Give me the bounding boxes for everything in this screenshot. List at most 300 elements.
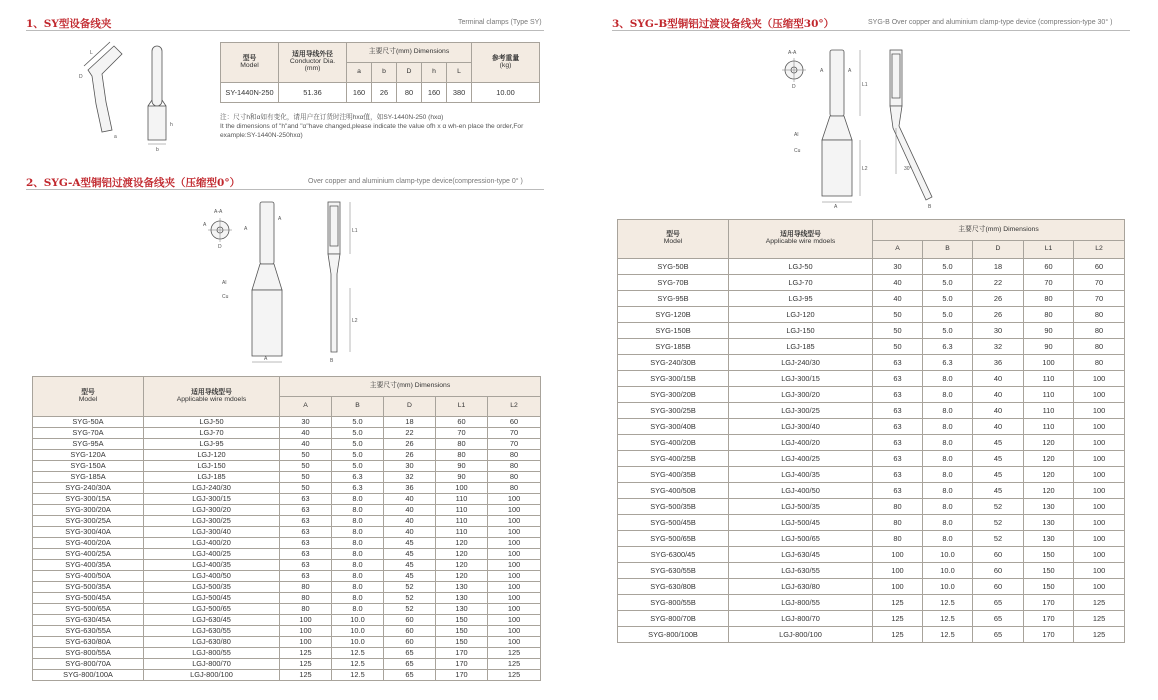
syg-a-cell: 120 (436, 538, 488, 549)
syg-a-dim-header: D (384, 397, 436, 417)
syg-a-dim-header: L2 (488, 397, 541, 417)
syg-b-cell: 50 (873, 307, 923, 323)
syg-a-cell: 5.0 (332, 439, 384, 450)
syg-a-cell: SYG-300/20A (33, 505, 144, 516)
syg-b-cell: LGJ-185 (729, 339, 873, 355)
syg-a-cell: LGJ-300/20 (144, 505, 280, 516)
fig2-label-b: B (330, 358, 334, 364)
syg-b-cell: LGJ-400/50 (729, 483, 873, 499)
syg-a-cell: 80 (280, 593, 332, 604)
syg-b-cell: 12.5 (923, 611, 973, 627)
syg-a-cell: LGJ-300/25 (144, 516, 280, 527)
fig1-label-h: h (170, 122, 173, 128)
syg-a-cell: SYG-240/30A (33, 483, 144, 494)
syg-a-table-row (33, 604, 541, 615)
syg-a-cell: 100 (488, 527, 541, 538)
syg-b-cell: 100 (1074, 403, 1125, 419)
syg-b-cell: SYG-95B (618, 291, 729, 307)
syg-b-cell: 8.0 (923, 531, 973, 547)
syg-b-cell: 12.5 (923, 627, 973, 643)
syg-b-cell: SYG-800/55B (618, 595, 729, 611)
syg-b-cell: 80 (1074, 323, 1125, 339)
syg-b-cell: 100 (1074, 371, 1125, 387)
syg-a-table-row (33, 670, 541, 681)
syg-a-cell: SYG-185A (33, 472, 144, 483)
syg-a-cell: 50 (280, 472, 332, 483)
syg-a-cell: 50 (280, 483, 332, 494)
syg-b-cell: SYG-300/40B (618, 419, 729, 435)
fig2-label-a-front: A (244, 226, 248, 232)
syg-a-cell: 52 (384, 593, 436, 604)
fig3-label-a-bottom: A (834, 204, 838, 210)
syg-a-cell: 6.3 (332, 483, 384, 494)
syg-b-cell: SYG-500/65B (618, 531, 729, 547)
syg-a-cell: LGJ-630/55 (144, 626, 280, 637)
syg-a-cell: 125 (280, 670, 332, 681)
syg-a-cell: SYG-300/15A (33, 494, 144, 505)
syg-b-cell: 8.0 (923, 467, 973, 483)
syg-b-cell: 63 (873, 403, 923, 419)
syg-a-cell: 12.5 (332, 659, 384, 670)
syg-b-table-row (618, 291, 1125, 307)
syg-b-table-row (618, 563, 1125, 579)
syg-b-table-row (618, 531, 1125, 547)
syg-b-table-row (618, 515, 1125, 531)
syg-b-cell: LGJ-120 (729, 307, 873, 323)
fig3-label-l2: L2 (862, 166, 868, 172)
syg-a-cell: LGJ-300/40 (144, 527, 280, 538)
syg-a-cell: 63 (280, 538, 332, 549)
fig2-label-a-left: A (203, 222, 207, 228)
syg-b-cell: 80 (1024, 291, 1074, 307)
syg-a-cell: 18 (384, 417, 436, 428)
syg-b-cell: 170 (1024, 611, 1074, 627)
syg-b-cell: 80 (873, 531, 923, 547)
syg-a-cell: 5.0 (332, 428, 384, 439)
syg-b-cell: 100 (873, 579, 923, 595)
syg-a-table-row (33, 549, 541, 560)
syg-a-cell: 60 (384, 637, 436, 648)
syg-b-cell: 8.0 (923, 499, 973, 515)
syg-b-table-row (618, 467, 1125, 483)
syg-b-cell: 100 (1074, 531, 1125, 547)
syg-b-cell: 8.0 (923, 371, 973, 387)
syg-b-cell: 100 (1074, 467, 1125, 483)
syg-a-cell: LGJ-800/70 (144, 659, 280, 670)
syg-a-cell: 100 (280, 626, 332, 637)
syg-a-cell: SYG-400/20A (33, 538, 144, 549)
syg-a-cell: LGJ-400/50 (144, 571, 280, 582)
syg-b-cell: 40 (873, 291, 923, 307)
syg-a-cell: 10.0 (332, 637, 384, 648)
syg-b-cell: 110 (1024, 419, 1074, 435)
syg-b-cell: LGJ-500/35 (729, 499, 873, 515)
syg-a-cell: 80 (280, 582, 332, 593)
syg-b-cell: 40 (973, 403, 1024, 419)
fig2-label-l1: L1 (352, 228, 358, 234)
syg-b-cell: LGJ-800/55 (729, 595, 873, 611)
syg-a-cell: 65 (384, 659, 436, 670)
fig2-label-l2: L2 (352, 318, 358, 324)
syg-b-cell: 8.0 (923, 419, 973, 435)
syg-a-cell: LGJ-95 (144, 439, 280, 450)
sy-dim-header: a (347, 63, 372, 83)
syg-b-cell: SYG-500/35B (618, 499, 729, 515)
syg-b-cell: SYG-400/20B (618, 435, 729, 451)
syg-a-cell: LGJ-800/55 (144, 648, 280, 659)
syg-a-cell: 26 (384, 450, 436, 461)
fig3-label-aa: A-A (788, 50, 797, 56)
syg-a-spec-table (32, 376, 541, 681)
syg-a-cell: 8.0 (332, 593, 384, 604)
sy-cell: 380 (447, 83, 472, 103)
syg-a-cell: 100 (488, 626, 541, 637)
syg-a-table-row (33, 538, 541, 549)
syg-a-header-wire: 适用导线型号 Applicable wire mdoels (144, 377, 280, 417)
syg-a-cell: 8.0 (332, 571, 384, 582)
syg-a-cell: SYG-500/35A (33, 582, 144, 593)
syg-a-cell: LGJ-120 (144, 450, 280, 461)
syg-a-table-row (33, 516, 541, 527)
syg-b-table-row (618, 435, 1125, 451)
syg-a-cell: 100 (488, 582, 541, 593)
syg-b-cell: 100 (873, 547, 923, 563)
syg-a-cell: 125 (488, 648, 541, 659)
fig3-label-al: Al (794, 132, 799, 138)
syg-b-cell: 100 (1074, 419, 1125, 435)
syg-b-cell: 26 (973, 307, 1024, 323)
syg-b-cell: SYG-70B (618, 275, 729, 291)
syg-a-cell: 32 (384, 472, 436, 483)
syg-a-table-row (33, 505, 541, 516)
syg-b-cell: SYG-630/80B (618, 579, 729, 595)
fig3-label-b: B (928, 204, 932, 210)
syg-a-cell: SYG-800/70A (33, 659, 144, 670)
syg-a-table-row (33, 626, 541, 637)
syg-a-table-row (33, 615, 541, 626)
fig3-label-cu: Cu (794, 148, 801, 154)
syg-a-cell: 110 (436, 505, 488, 516)
syg-a-dim-header: L1 (436, 397, 488, 417)
syg-a-cell: 40 (384, 527, 436, 538)
syg-b-table-row (618, 419, 1125, 435)
syg-b-dim-header: L1 (1024, 241, 1074, 259)
syg-b-cell: LGJ-95 (729, 291, 873, 307)
section-2-title: 2、SYG-A型铜铝过渡设备线夹（压缩型0°） (26, 177, 241, 189)
syg-b-cell: 5.0 (923, 323, 973, 339)
section-2-rule (26, 189, 544, 190)
syg-b-cell: LGJ-630/45 (729, 547, 873, 563)
syg-a-cell: 150 (436, 626, 488, 637)
sy-dim-header: D (397, 63, 422, 83)
syg-a-table-row (33, 472, 541, 483)
syg-a-cell: 50 (280, 461, 332, 472)
syg-b-cell: 10.0 (923, 579, 973, 595)
section-1-subtitle: Terminal clamps (Type SY) (458, 19, 542, 26)
sy-header-conductor: 适用导线外径 Conductor Dia. (mm) (279, 43, 347, 83)
syg-b-cell: 8.0 (923, 515, 973, 531)
syg-a-table-row (33, 417, 541, 428)
syg-a-cell: 50 (280, 450, 332, 461)
syg-a-cell: SYG-630/80A (33, 637, 144, 648)
sy-cell: SY-1440N-250 (221, 83, 279, 103)
syg-b-cell: 45 (973, 451, 1024, 467)
syg-a-cell: 26 (384, 439, 436, 450)
syg-b-cell: 40 (873, 275, 923, 291)
syg-a-cell: 120 (436, 549, 488, 560)
syg-a-table-row (33, 428, 541, 439)
syg-a-cell: 8.0 (332, 527, 384, 538)
syg-b-cell: 120 (1024, 435, 1074, 451)
syg-a-cell: 30 (280, 417, 332, 428)
syg-b-cell: 8.0 (923, 387, 973, 403)
syg-a-cell: 80 (488, 472, 541, 483)
syg-b-table-row (618, 387, 1125, 403)
syg-b-cell: 5.0 (923, 307, 973, 323)
syg-b-cell: 170 (1024, 595, 1074, 611)
fig3-label-a-right: A (848, 68, 852, 74)
syg-a-cell: SYG-500/65A (33, 604, 144, 615)
syg-b-cell: 110 (1024, 371, 1074, 387)
syg-a-cell: 8.0 (332, 604, 384, 615)
sy-cell: 10.00 (472, 83, 540, 103)
fig2-label-aa: A-A (214, 209, 223, 215)
syg-a-cell: 100 (280, 615, 332, 626)
section-3-rule (612, 30, 1130, 31)
syg-b-cell: LGJ-630/80 (729, 579, 873, 595)
syg-b-cell: 100 (1074, 451, 1125, 467)
syg-b-cell: 12.5 (923, 595, 973, 611)
syg-b-table-row (618, 403, 1125, 419)
syg-a-cell: 40 (384, 494, 436, 505)
syg-b-cell: 5.0 (923, 259, 973, 275)
syg-b-cell: 130 (1024, 515, 1074, 531)
syg-a-cell: 130 (436, 582, 488, 593)
syg-b-cell: 170 (1024, 627, 1074, 643)
syg-a-cell: 100 (280, 637, 332, 648)
syg-b-cell: 120 (1024, 467, 1074, 483)
syg-b-table-row (618, 595, 1125, 611)
syg-a-cell: 100 (488, 505, 541, 516)
syg-a-cell: 63 (280, 527, 332, 538)
syg-a-table-row (33, 439, 541, 450)
syg-b-cell: 100 (1074, 515, 1125, 531)
syg-b-cell: 125 (1074, 595, 1125, 611)
syg-b-cell: LGJ-70 (729, 275, 873, 291)
syg-b-cell: 63 (873, 483, 923, 499)
syg-b-cell: LGJ-240/30 (729, 355, 873, 371)
syg-b-cell: 60 (973, 579, 1024, 595)
syg-b-cell: LGJ-150 (729, 323, 873, 339)
syg-a-cell: LGJ-500/45 (144, 593, 280, 604)
syg-b-cell: LGJ-300/20 (729, 387, 873, 403)
syg-b-table-row (618, 611, 1125, 627)
syg-a-dim-header: A (280, 397, 332, 417)
syg-b-cell: 100 (1024, 355, 1074, 371)
fig1-label-a: a (114, 134, 117, 140)
syg-b-cell: LGJ-300/15 (729, 371, 873, 387)
syg-a-cell: SYG-630/45A (33, 615, 144, 626)
syg-a-header-dimensions: 主要尺寸(mm) Dimensions (280, 377, 541, 397)
syg-a-cell: 125 (280, 659, 332, 670)
syg-a-cell: 63 (280, 516, 332, 527)
fig1-label-b: b (156, 147, 159, 152)
syg-b-cell: 70 (1074, 275, 1125, 291)
syg-b-cell: 65 (973, 595, 1024, 611)
sy-clamp-drawing (74, 40, 184, 152)
syg-a-cell: 100 (488, 615, 541, 626)
syg-a-cell: LGJ-240/30 (144, 483, 280, 494)
sy-cell: 51.36 (279, 83, 347, 103)
syg-b-cell: 40 (973, 419, 1024, 435)
section-1-title: 1、SY型设备线夹 (26, 18, 112, 30)
syg-a-cell: LGJ-300/15 (144, 494, 280, 505)
syg-a-header-model: 型号 Model (33, 377, 144, 417)
syg-a-cell: 6.3 (332, 472, 384, 483)
syg-a-cell: 8.0 (332, 516, 384, 527)
syg-a-cell: 22 (384, 428, 436, 439)
syg-a-cell: 120 (436, 560, 488, 571)
syg-b-cell: 52 (973, 499, 1024, 515)
syg-b-cell: LGJ-300/25 (729, 403, 873, 419)
syg-b-dim-header: B (923, 241, 973, 259)
syg-a-cell: 45 (384, 538, 436, 549)
syg-b-cell: LGJ-800/70 (729, 611, 873, 627)
syg-b-cell: LGJ-50 (729, 259, 873, 275)
syg-a-cell: 130 (436, 593, 488, 604)
syg-b-cell: 100 (1074, 579, 1125, 595)
fig2-label-al: Al (222, 280, 227, 286)
syg-b-cell: SYG-120B (618, 307, 729, 323)
syg-b-cell: SYG-500/45B (618, 515, 729, 531)
syg-a-table-row (33, 582, 541, 593)
syg-a-cell: 12.5 (332, 648, 384, 659)
syg-a-cell: 40 (384, 516, 436, 527)
syg-b-cell: SYG-630/55B (618, 563, 729, 579)
syg-b-cell: 80 (1074, 307, 1125, 323)
syg-a-cell: 52 (384, 582, 436, 593)
syg-a-cell: 63 (280, 494, 332, 505)
syg-b-cell: 6.3 (923, 355, 973, 371)
syg-b-cell: 36 (973, 355, 1024, 371)
syg-b-table-row (618, 339, 1125, 355)
syg-b-header-model: 型号 Model (618, 220, 729, 259)
syg-b-cell: 40 (973, 371, 1024, 387)
syg-b-cell: 8.0 (923, 435, 973, 451)
syg-a-cell: 60 (384, 626, 436, 637)
syg-a-cell: SYG-300/40A (33, 527, 144, 538)
syg-a-cell: 10.0 (332, 615, 384, 626)
syg-a-cell: 5.0 (332, 450, 384, 461)
syg-b-cell: SYG-300/20B (618, 387, 729, 403)
sy-dim-header: b (372, 63, 397, 83)
syg-a-cell: LGJ-800/100 (144, 670, 280, 681)
syg-a-cell: 8.0 (332, 538, 384, 549)
syg-b-cell: 80 (1074, 355, 1125, 371)
syg-b-cell: 10.0 (923, 547, 973, 563)
syg-a-cell: 60 (384, 615, 436, 626)
syg-a-cell: SYG-150A (33, 461, 144, 472)
syg-b-cell: 60 (1024, 259, 1074, 275)
syg-b-cell: 45 (973, 435, 1024, 451)
syg-b-cell: 22 (973, 275, 1024, 291)
syg-a-cell: 45 (384, 549, 436, 560)
syg-b-cell: 130 (1024, 531, 1074, 547)
syg-b-table-row (618, 499, 1125, 515)
syg-b-cell: 90 (1024, 339, 1074, 355)
section-2-subtitle: Over copper and aluminium clamp-type device(compression-type 0° ) (308, 178, 523, 185)
syg-b-cell: 100 (1074, 483, 1125, 499)
syg-b-cell: 125 (873, 595, 923, 611)
syg-a-cell: 170 (436, 670, 488, 681)
sy-cell: 160 (347, 83, 372, 103)
syg-a-cell: 90 (436, 461, 488, 472)
syg-b-spec-table (617, 219, 1125, 643)
fig1-label-L: L (90, 50, 93, 56)
syg-a-table-row (33, 494, 541, 505)
syg-a-cell: 110 (436, 494, 488, 505)
syg-a-cell: 63 (280, 505, 332, 516)
syg-a-cell: LGJ-400/20 (144, 538, 280, 549)
syg-a-cell: LGJ-150 (144, 461, 280, 472)
syg-a-cell: 100 (488, 549, 541, 560)
syg-b-table-row (618, 451, 1125, 467)
syg-a-cell: SYG-630/55A (33, 626, 144, 637)
syg-b-cell: 8.0 (923, 451, 973, 467)
syg-b-table-row (618, 275, 1125, 291)
syg-b-cell: 63 (873, 371, 923, 387)
syg-b-cell: 8.0 (923, 403, 973, 419)
syg-a-cell: SYG-50A (33, 417, 144, 428)
syg-b-cell: 26 (973, 291, 1024, 307)
syg-b-cell: 125 (1074, 611, 1125, 627)
syg-a-cell: 40 (280, 439, 332, 450)
syg-b-cell: LGJ-300/40 (729, 419, 873, 435)
syg-b-clamp-drawing (780, 44, 960, 210)
syg-b-cell: 150 (1024, 563, 1074, 579)
syg-a-cell: LGJ-50 (144, 417, 280, 428)
fig2-label-a-bottom: A (264, 356, 268, 362)
syg-b-cell: 8.0 (923, 483, 973, 499)
syg-a-cell: 10.0 (332, 626, 384, 637)
syg-a-cell: SYG-120A (33, 450, 144, 461)
syg-b-cell: SYG-400/35B (618, 467, 729, 483)
syg-b-dim-header: A (873, 241, 923, 259)
syg-b-table-row (618, 627, 1125, 643)
syg-a-table-row (33, 648, 541, 659)
syg-b-cell: 125 (873, 611, 923, 627)
syg-a-cell: 80 (436, 439, 488, 450)
syg-a-table-row (33, 571, 541, 582)
syg-b-cell: LGJ-500/45 (729, 515, 873, 531)
syg-a-cell: 100 (488, 571, 541, 582)
syg-b-cell: 45 (973, 467, 1024, 483)
syg-a-cell: 170 (436, 648, 488, 659)
syg-b-cell: SYG-50B (618, 259, 729, 275)
syg-a-cell: 130 (436, 604, 488, 615)
syg-b-cell: 60 (973, 563, 1024, 579)
sy-cell: 80 (397, 83, 422, 103)
sy-note-en-2: example:SY-1440N-250hxα) (220, 131, 303, 139)
sy-note-zh: 注：尺寸h和α如有变化，请用户在订货时注明hxα值，如SY-1440N-250 (hxα) (220, 114, 444, 121)
sy-spec-table (220, 42, 540, 103)
syg-a-cell: LGJ-500/65 (144, 604, 280, 615)
syg-a-dim-header: B (332, 397, 384, 417)
syg-b-cell: 80 (1024, 307, 1074, 323)
syg-a-cell: SYG-300/25A (33, 516, 144, 527)
syg-a-cell: SYG-400/25A (33, 549, 144, 560)
syg-b-cell: 100 (873, 563, 923, 579)
